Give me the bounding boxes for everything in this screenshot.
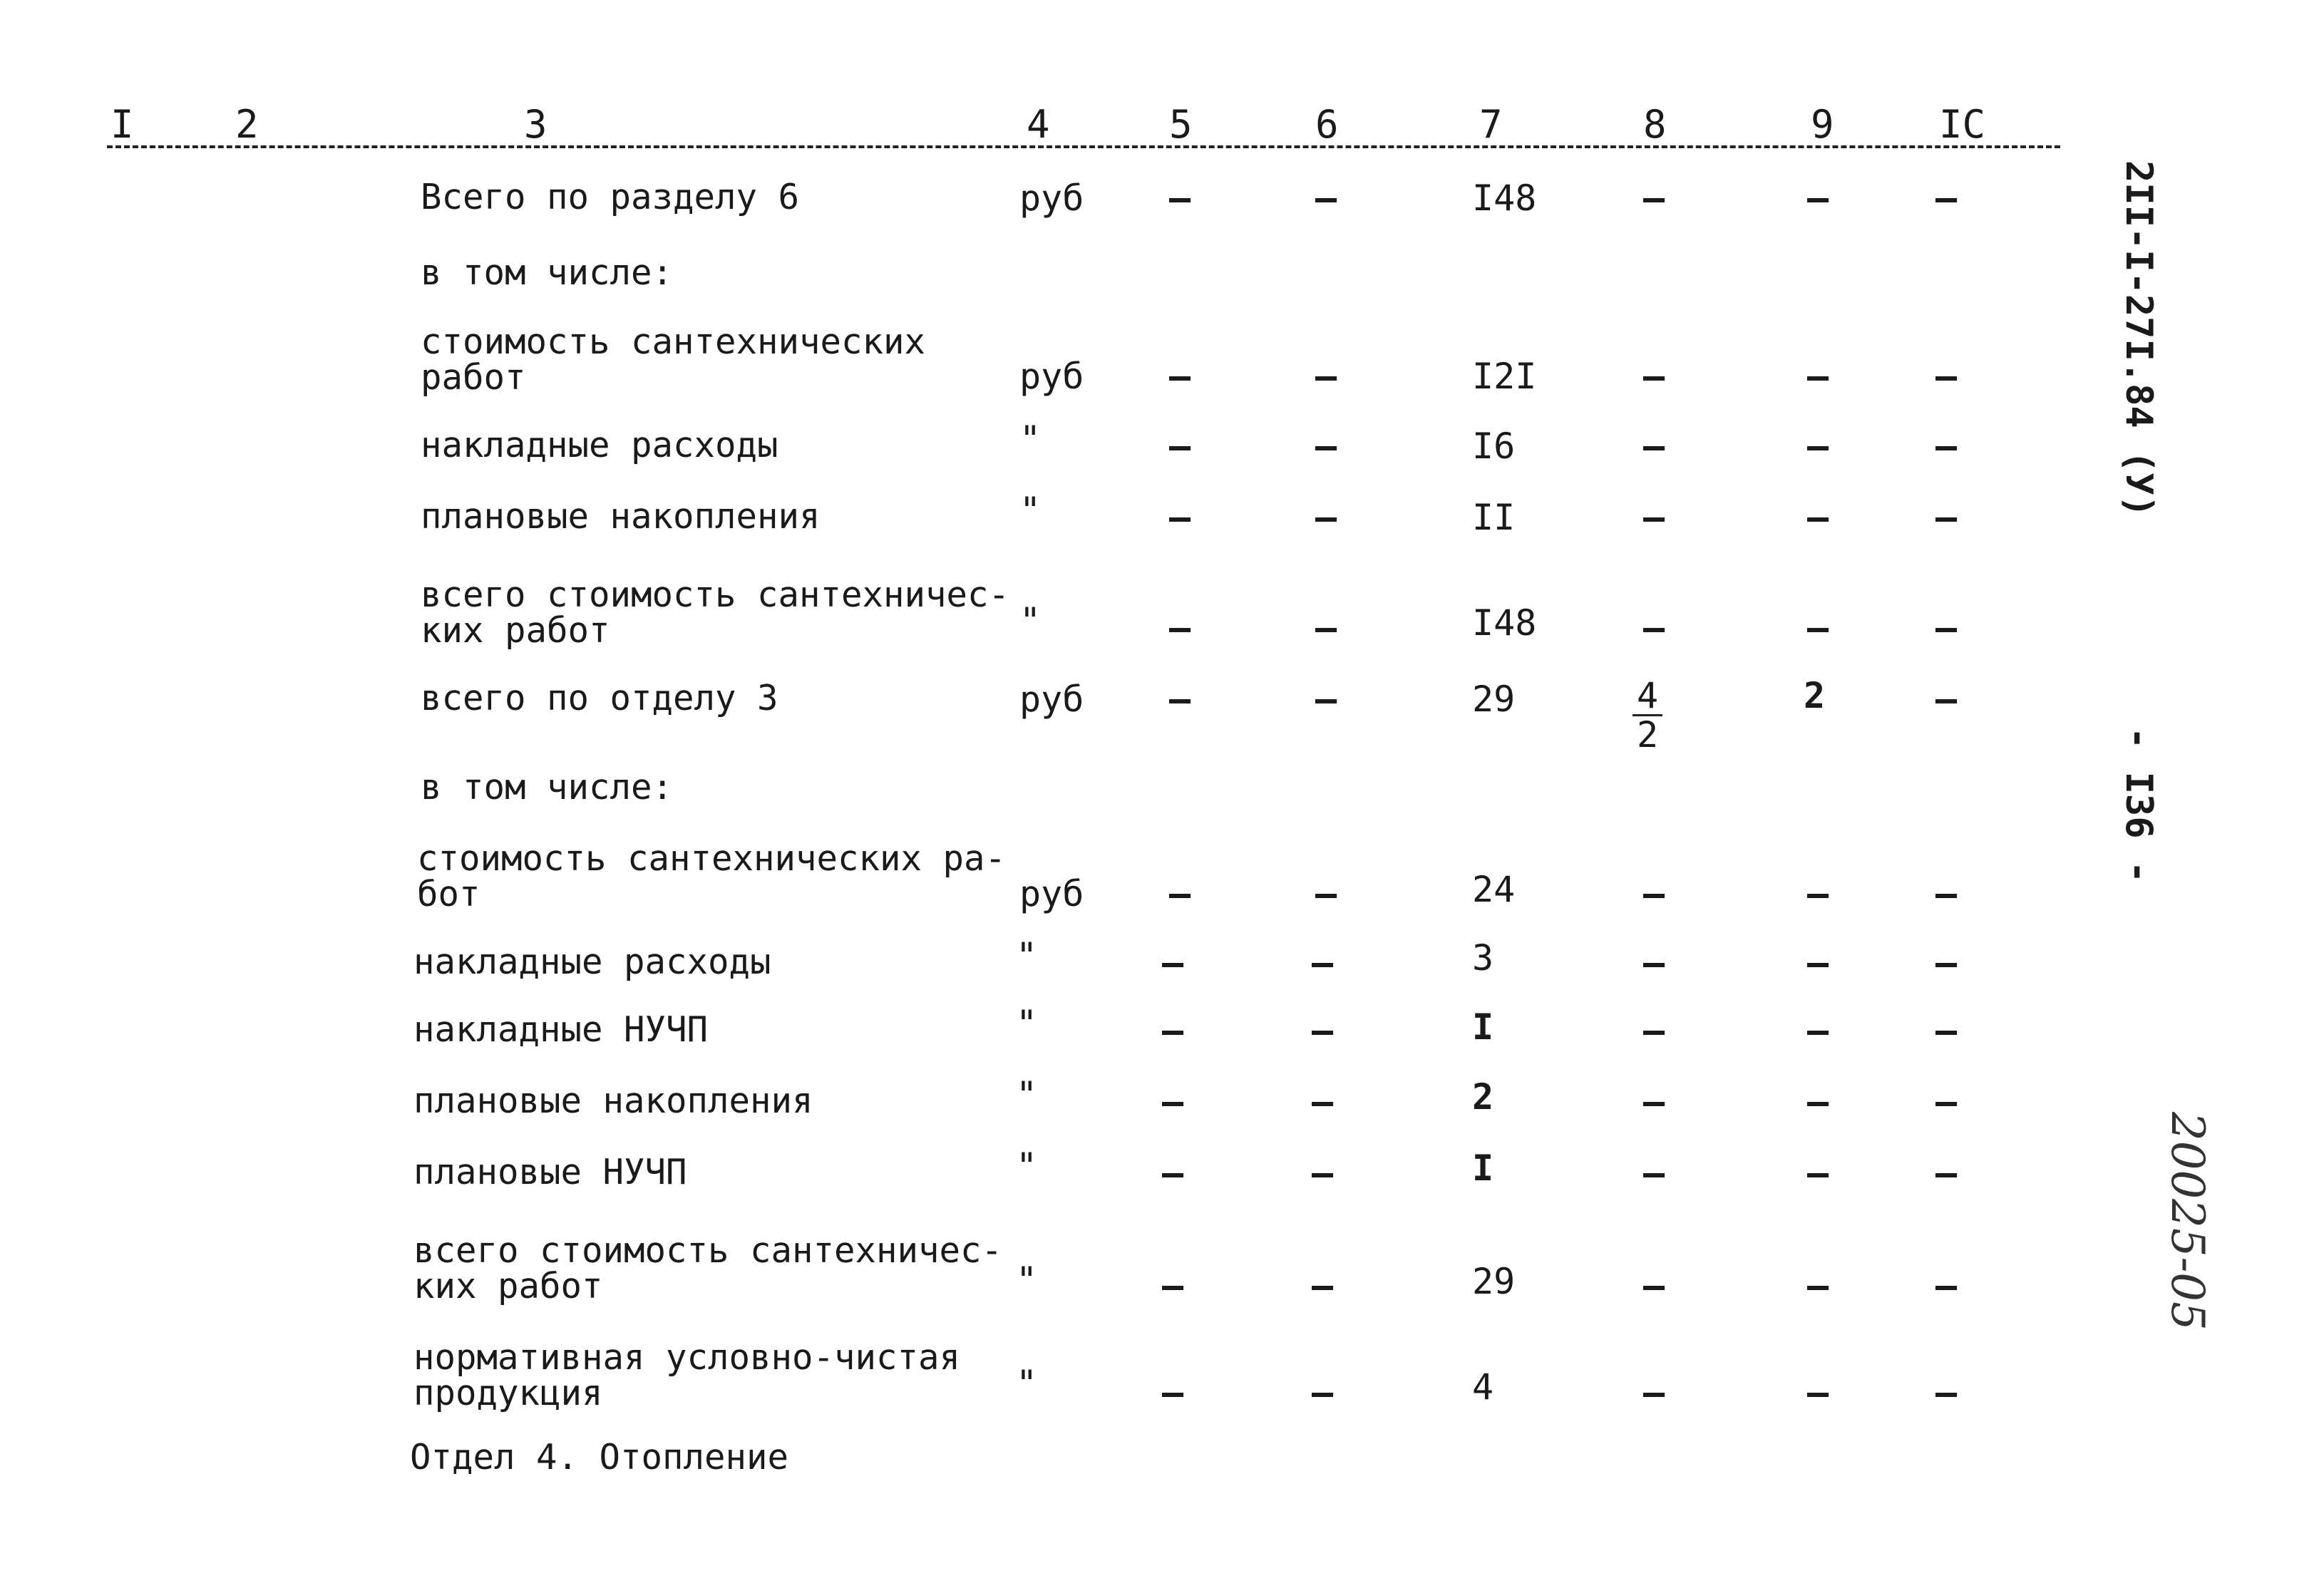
row-col8: – <box>1643 356 1665 397</box>
row-unit: " <box>1016 1363 1038 1404</box>
row-col5: – <box>1162 1081 1184 1123</box>
row-unit: руб <box>1019 679 1084 720</box>
row-col5: – <box>1169 497 1191 538</box>
row-col9: – <box>1807 356 1829 397</box>
row-unit: " <box>1016 1145 1038 1187</box>
row-unit: руб <box>1019 356 1084 397</box>
row-label: всего стоимость сантехничес- ких работ <box>413 1230 1003 1306</box>
row-col9: – <box>1807 426 1829 467</box>
row-unit: " <box>1019 418 1042 460</box>
section-heading: Отдел 4. Отопление <box>410 1437 789 1478</box>
row-col10: – <box>1935 1153 1958 1194</box>
row-label: накладные расходы <box>413 942 771 982</box>
row-label: стоимость сантехнических работ <box>421 321 926 398</box>
row-col8: – <box>1643 426 1665 467</box>
row-unit: руб <box>1019 873 1084 914</box>
row-col9: – <box>1807 873 1829 914</box>
row-col8: – <box>1643 177 1665 219</box>
fraction-numerator: 4 <box>1633 677 1662 716</box>
row-col7: 29 <box>1472 1261 1516 1302</box>
row-unit: " <box>1016 935 1038 976</box>
row-col6: – <box>1315 497 1337 538</box>
row-col10: – <box>1935 1081 1958 1123</box>
row-label: в том числе: <box>421 767 674 808</box>
row-col9: – <box>1807 1153 1829 1194</box>
row-col7: I <box>1472 1006 1494 1048</box>
row-unit: " <box>1016 1074 1038 1115</box>
row-col9: – <box>1807 1372 1829 1413</box>
row-label: Всего по разделу 6 <box>421 177 800 217</box>
row-unit: " <box>1019 490 1042 531</box>
row-col9: – <box>1807 1010 1829 1051</box>
row-col8: – <box>1643 1372 1665 1413</box>
row-col7: 4 <box>1472 1366 1494 1408</box>
row-col5: – <box>1169 607 1191 649</box>
row-col6: – <box>1312 1010 1334 1051</box>
row-col6: – <box>1312 1372 1334 1413</box>
row-unit: " <box>1016 1003 1038 1044</box>
row-col9: – <box>1807 1081 1829 1123</box>
row-col6: – <box>1312 942 1334 984</box>
row-col7: I <box>1472 1148 1494 1189</box>
row-col10: – <box>1935 1372 1958 1413</box>
row-label: плановые НУЧП <box>413 1152 687 1192</box>
row-col6: – <box>1315 607 1337 649</box>
row-col10: – <box>1935 1010 1958 1051</box>
row-unit: " <box>1019 600 1042 641</box>
row-col7: 3 <box>1472 937 1494 979</box>
row-label: в том числе: <box>421 252 674 293</box>
row-col6: – <box>1312 1153 1334 1194</box>
row-unit: руб <box>1019 177 1084 219</box>
document-code: 2II-I-27I.84 (У) <box>2117 160 2160 517</box>
row-col5: – <box>1162 1010 1184 1051</box>
row-col5: – <box>1162 1265 1184 1306</box>
row-col8: – <box>1643 497 1665 538</box>
row-col9: – <box>1807 1265 1829 1306</box>
fraction-denominator: 2 <box>1637 714 1659 756</box>
row-col6: – <box>1315 426 1337 467</box>
row-col8: – <box>1643 1265 1665 1306</box>
header-col-6: 6 <box>1315 102 1339 147</box>
header-col-7: 7 <box>1479 102 1503 147</box>
row-col9: – <box>1807 942 1829 984</box>
row-label: накладные расходы <box>421 425 778 465</box>
row-col5: – <box>1169 426 1191 467</box>
row-col7: I48 <box>1472 602 1537 644</box>
row-col6: – <box>1312 1265 1334 1306</box>
row-label: всего стоимость сантехничес- ких работ <box>421 574 1010 651</box>
header-col-4: 4 <box>1027 102 1050 147</box>
row-label: нормативная условно-чистая продукция <box>413 1337 961 1413</box>
row-col10: – <box>1935 177 1958 219</box>
row-col10: – <box>1935 607 1958 649</box>
row-col10: – <box>1935 679 1958 720</box>
row-col8: – <box>1643 1081 1665 1123</box>
row-col8: – <box>1643 1010 1665 1051</box>
row-col10: – <box>1935 942 1958 984</box>
row-col6: – <box>1315 873 1337 914</box>
row-label: всего по отделу 3 <box>421 678 778 718</box>
row-col5: – <box>1169 356 1191 397</box>
row-col6: – <box>1312 1081 1334 1123</box>
row-col5: – <box>1162 1372 1184 1413</box>
row-col7: I48 <box>1472 177 1537 219</box>
row-label: плановые накопления <box>421 496 821 537</box>
row-col10: – <box>1935 1265 1958 1306</box>
row-col8: – <box>1643 1153 1665 1194</box>
row-label: накладные НУЧП <box>413 1009 709 1050</box>
row-col6: – <box>1315 177 1337 219</box>
header-rule <box>107 145 2060 148</box>
header-col-10: IC <box>1939 102 1986 147</box>
row-col9: – <box>1807 497 1829 538</box>
row-col6: – <box>1315 356 1337 397</box>
row-col8-fraction <box>1633 675 1662 756</box>
header-col-9: 9 <box>1811 102 1834 147</box>
row-unit: " <box>1016 1259 1038 1301</box>
row-col5: – <box>1169 679 1191 720</box>
row-label: стоимость сантехнических ра- бот <box>417 838 1007 914</box>
row-col5: – <box>1169 873 1191 914</box>
row-col10: – <box>1935 497 1958 538</box>
row-col8: – <box>1643 607 1665 649</box>
row-col7: 2 <box>1472 1076 1494 1118</box>
page-number: - I36 - <box>2117 727 2160 884</box>
row-col9: 2 <box>1804 675 1826 716</box>
handwritten-note: 20025-05 <box>2161 1112 2214 1331</box>
row-col9: – <box>1807 177 1829 219</box>
row-col9: – <box>1807 607 1829 649</box>
row-col10: – <box>1935 873 1958 914</box>
header-col-2: 2 <box>235 102 259 147</box>
row-col7: 24 <box>1472 869 1516 910</box>
header-col-8: 8 <box>1643 102 1667 147</box>
header-col-3: 3 <box>524 102 547 147</box>
row-col7: 29 <box>1472 679 1516 720</box>
row-col5: – <box>1169 177 1191 219</box>
row-col7: I2I <box>1472 356 1537 397</box>
header-col-5: 5 <box>1169 102 1193 147</box>
row-col7: I6 <box>1472 426 1516 467</box>
row-col8: – <box>1643 942 1665 984</box>
row-col8: – <box>1643 873 1665 914</box>
header-col-1: I <box>110 102 134 147</box>
row-col10: – <box>1935 426 1958 467</box>
row-col6: – <box>1315 679 1337 720</box>
row-label: плановые накопления <box>413 1081 813 1121</box>
row-col10: – <box>1935 356 1958 397</box>
row-col7: II <box>1472 497 1516 538</box>
row-col5: – <box>1162 1153 1184 1194</box>
row-col5: – <box>1162 942 1184 984</box>
